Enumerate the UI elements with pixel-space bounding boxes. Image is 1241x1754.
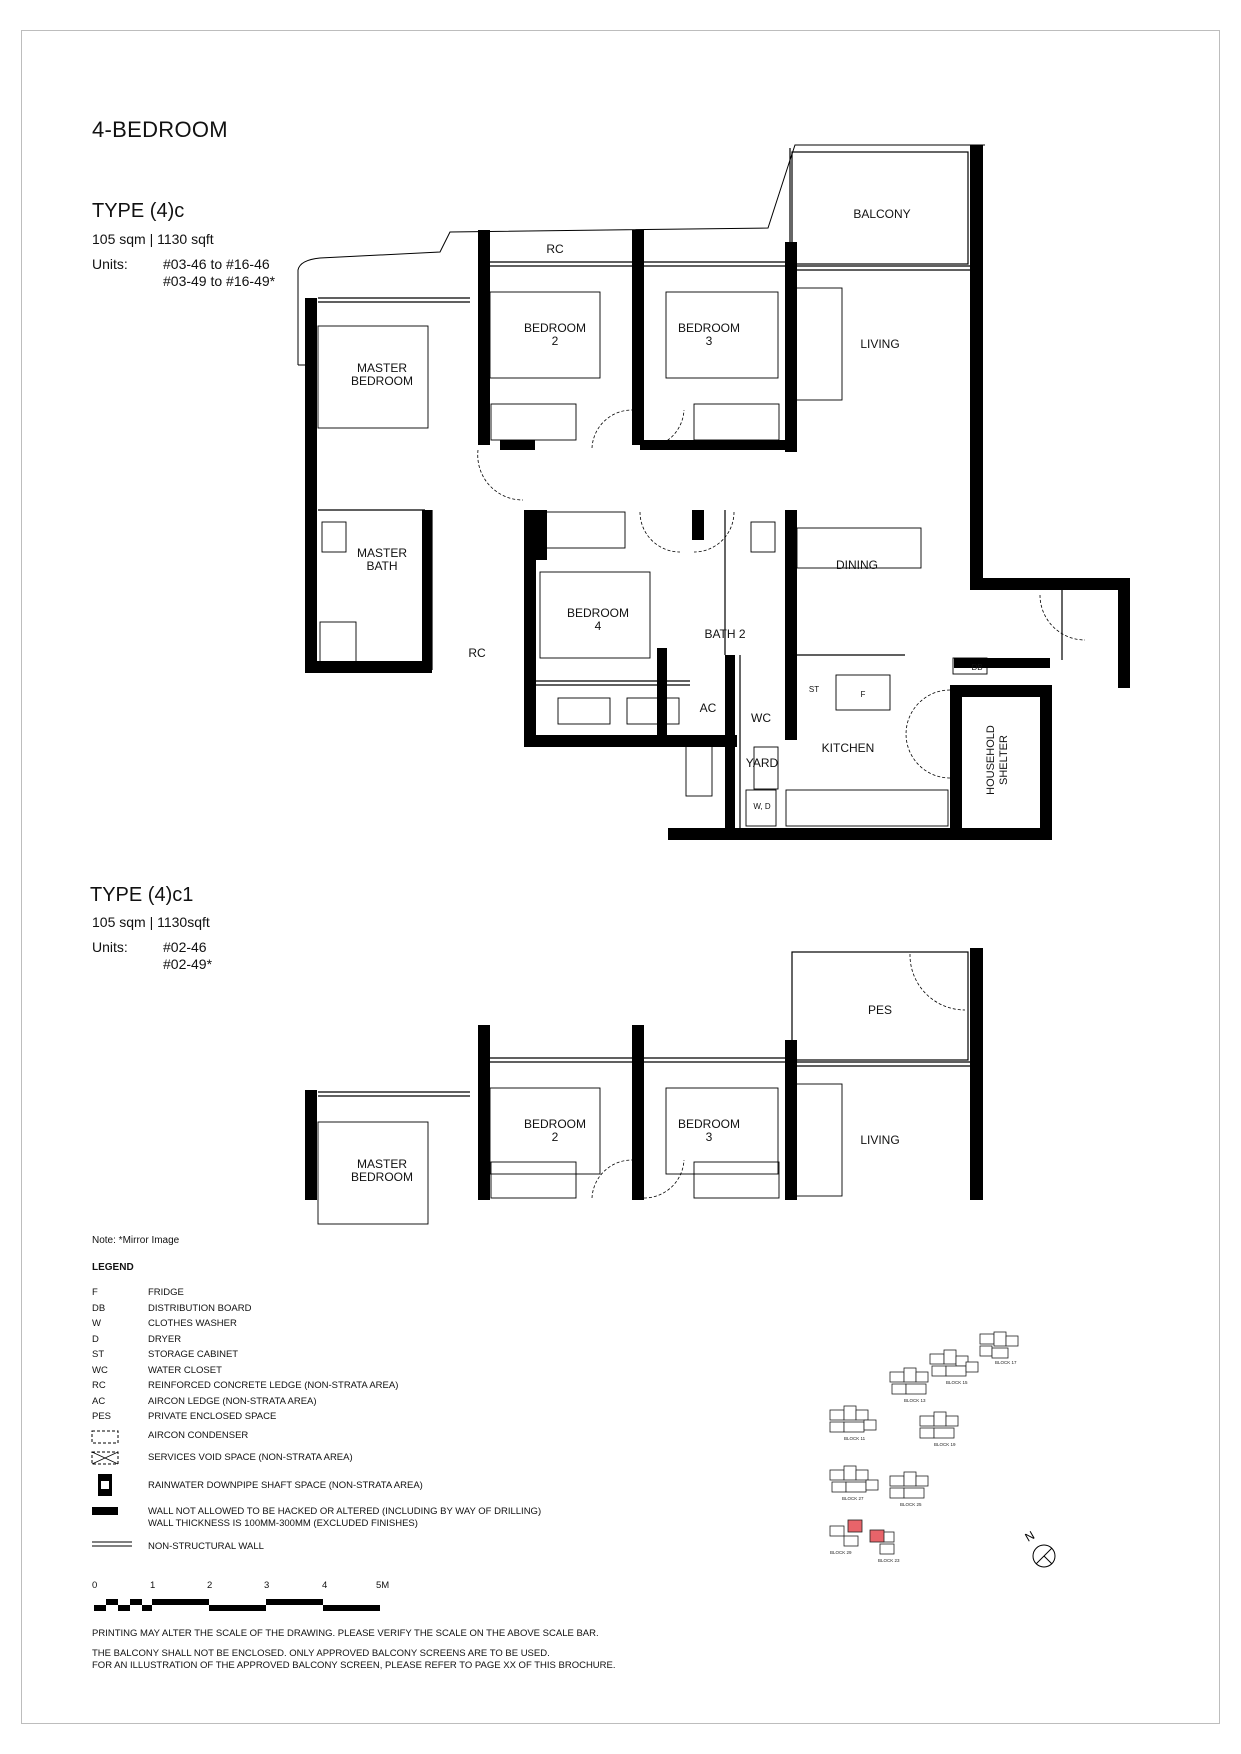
label-living-b: LIVING (860, 1133, 900, 1147)
label-kitchen: KITCHEN (821, 741, 875, 755)
label-bath2: BATH 2 (704, 627, 746, 641)
label-master-bedroom-1: MASTER (356, 361, 408, 375)
label-bedroom2-1: BEDROOM (523, 321, 587, 335)
label-bedroom2-b-1: BEDROOM (523, 1117, 587, 1131)
label-db: DB (971, 663, 983, 672)
label-yard: YARD (745, 756, 779, 770)
keyplan-block-19: BLOCK 19 (934, 1442, 956, 1447)
legend-aircon-condenser: AIRCON CONDENSER (148, 1430, 249, 1441)
label-master-bedroom-2: BEDROOM (350, 374, 414, 388)
structural-wall-icon (92, 1507, 118, 1515)
label-bedroom3-2: 3 (705, 334, 713, 348)
label-wc: WC (751, 711, 771, 725)
scale-label-4: 4 (322, 1580, 328, 1591)
north-arrow-icon (1033, 1545, 1055, 1567)
legend-downpipe-shaft: RAINWATER DOWNPIPE SHAFT SPACE (NON-STRATA AREA) (148, 1480, 423, 1491)
label-rc-bottom: RC (468, 646, 486, 660)
legend-title: LEGEND (92, 1262, 134, 1273)
legend-symbols (90, 1430, 150, 1562)
scale-bar (92, 1598, 392, 1614)
legend-wall-1: WALL NOT ALLOWED TO BE HACKED OR ALTERED (INCLUDING BY WAY OF DRILLING) (148, 1506, 542, 1517)
keyplan-block-25: BLOCK 25 (900, 1502, 922, 1507)
disclaimer-scale: PRINTING MAY ALTER THE SCALE OF THE DRAWING. PLEASE VERIFY THE SCALE ON THE ABOVE SCALE BAR. (92, 1628, 599, 1639)
type-a-area: 105 sqm | 1130 sqft (92, 231, 214, 247)
page-heading: 4-BEDROOM (92, 117, 228, 142)
type-b-units-label: Units: (92, 939, 128, 955)
label-master-bedroom-b-1: MASTER (356, 1157, 408, 1171)
scale-label-0: 0 (92, 1580, 98, 1591)
legend-wall-2: WALL THICKNESS IS 100MM-300MM (EXCLUDED FINISHES) (148, 1518, 418, 1529)
label-bedroom2-2: 2 (551, 334, 559, 348)
label-ac: AC (699, 701, 717, 715)
type-b-unit-2: #02-49* (163, 956, 213, 972)
wall (305, 298, 317, 673)
label-st: ST (808, 685, 820, 694)
type-a-units-label: Units: (92, 256, 128, 272)
label-wd: W, D (753, 802, 771, 811)
non-structural-wall-icon (92, 1542, 132, 1546)
label-bedroom4-1: BEDROOM (566, 606, 630, 620)
label-f: F (860, 690, 866, 699)
type-a-unit-1: #03-46 to #16-46 (163, 256, 270, 272)
floor-plan-type-4c1 (0, 940, 1241, 1260)
aircon-condenser-icon (92, 1431, 118, 1443)
disclaimer-balcony-2: FOR AN ILLUSTRATION OF THE APPROVED BALCONY SCREEN, PLEASE REFER TO PAGE XX OF THIS BROCHURE. (92, 1660, 616, 1671)
legend-non-structural: NON-STRUCTURAL WALL (148, 1541, 264, 1552)
label-dining: DINING (836, 558, 878, 572)
keyplan-block-17: BLOCK 17 (995, 1360, 1017, 1365)
label-household-1: HOUSEHOLD (985, 725, 997, 795)
services-void-icon (92, 1452, 118, 1464)
type-a-title: TYPE (4)c (92, 200, 185, 222)
type-b-title: TYPE (4)c1 (90, 884, 194, 906)
label-master-bath-1: MASTER (356, 546, 408, 560)
label-bedroom3-b-2: 3 (705, 1130, 713, 1144)
label-bedroom2-b-2: 2 (551, 1130, 559, 1144)
label-household-2: SHELTER (998, 735, 1010, 785)
scale-label-1: 1 (150, 1580, 156, 1591)
keyplan-block-27: BLOCK 27 (842, 1496, 864, 1501)
label-bedroom3-b-1: BEDROOM (677, 1117, 741, 1131)
scale-label-3: 3 (264, 1580, 270, 1591)
label-master-bath-2: BATH (366, 559, 398, 573)
disclaimer-balcony-1: THE BALCONY SHALL NOT BE ENCLOSED. ONLY APPROVED BALCONY SCREENS ARE TO BE USED. (92, 1648, 550, 1659)
label-master-bedroom-b-2: BEDROOM (350, 1170, 414, 1184)
scale-label-2: 2 (207, 1580, 213, 1591)
keyplan-block-11: BLOCK 11 (844, 1436, 866, 1441)
label-rc-top: RC (546, 242, 564, 256)
keyplan-block-13: BLOCK 13 (904, 1398, 926, 1403)
north-label: N (1022, 1528, 1038, 1545)
label-balcony: BALCONY (853, 207, 911, 221)
label-living: LIVING (860, 337, 900, 351)
mirror-note: Note: *Mirror Image (92, 1235, 180, 1246)
key-plan (820, 1320, 1080, 1610)
label-bedroom4-2: 4 (594, 619, 602, 633)
type-b-unit-1: #02-46 (163, 939, 207, 955)
legend-services-void: SERVICES VOID SPACE (NON-STRATA AREA) (148, 1452, 353, 1463)
keyplan-block-23: BLOCK 23 (878, 1558, 900, 1563)
type-b-area: 105 sqm | 1130sqft (92, 914, 210, 930)
label-bedroom3-1: BEDROOM (677, 321, 741, 335)
label-pes: PES (867, 1003, 893, 1017)
downpipe-shaft-icon (98, 1474, 112, 1496)
type-a-unit-2: #03-49 to #16-49* (163, 273, 276, 289)
scale-label-5: 5M (376, 1580, 390, 1591)
keyplan-block-29: BLOCK 29 (830, 1550, 852, 1555)
keyplan-block-15: BLOCK 15 (946, 1380, 968, 1385)
